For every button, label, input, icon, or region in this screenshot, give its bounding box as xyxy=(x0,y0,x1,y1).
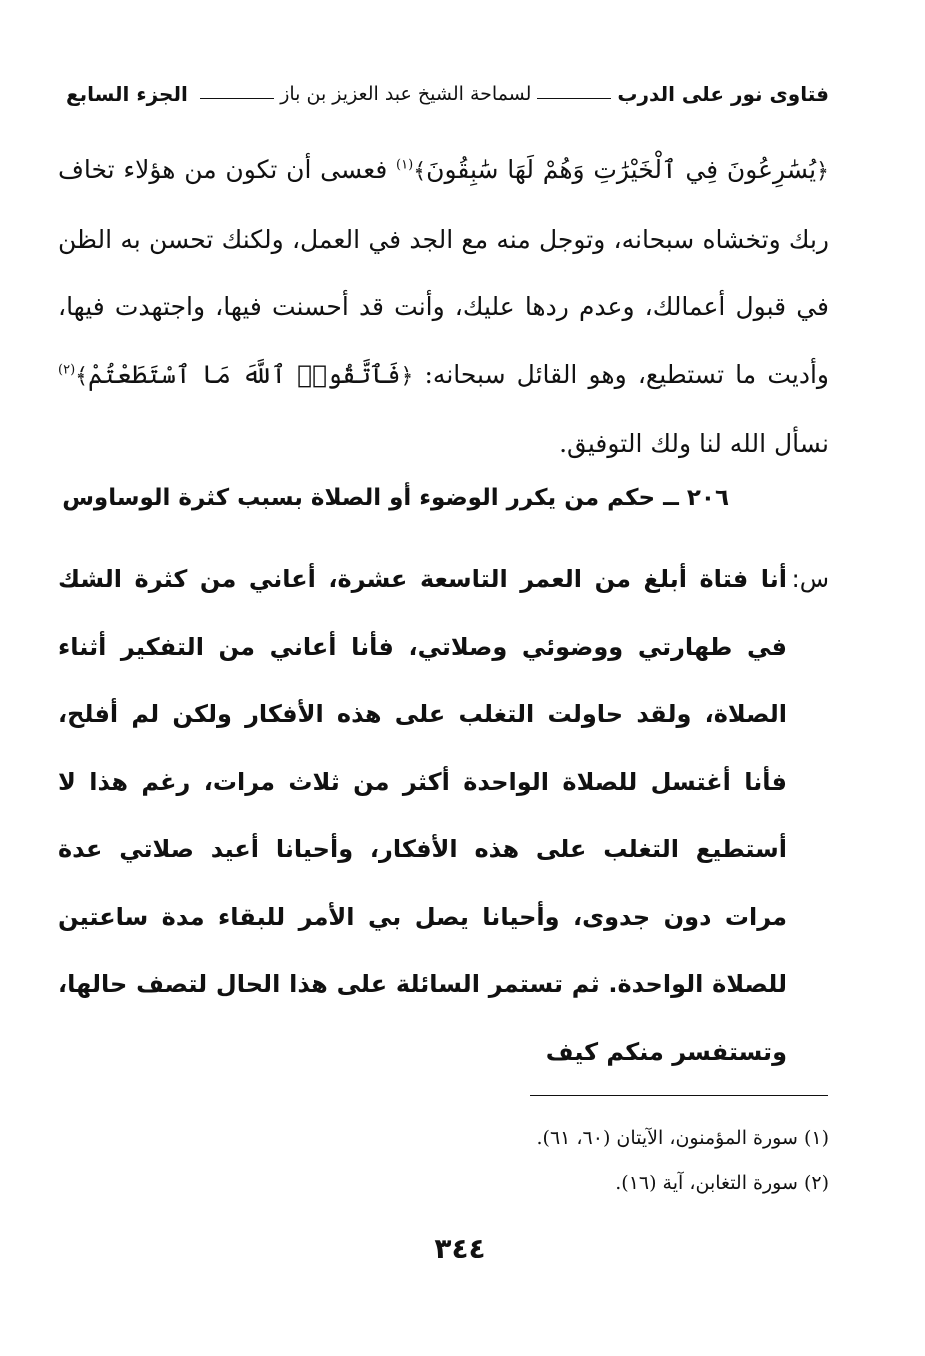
author-name: لسماحة الشيخ عبد العزيز بن باز xyxy=(280,83,532,105)
volume-label: الجزء السابع xyxy=(66,82,188,106)
quran-verse-1: يُسَٰرِعُونَ فِي ٱلْخَيْرَٰتِ وَهُمْ لَهَا سَٰبِقُونَ xyxy=(426,155,817,184)
quran-bracket-close-icon: ﴾ xyxy=(413,159,427,184)
question-prefix: س: xyxy=(791,565,829,593)
quran-bracket-open-icon: ﴿ xyxy=(816,159,829,184)
page-number: ٣٤٤ xyxy=(434,1232,486,1265)
question-text: أنا فتاة أبلغ من العمر التاسعة عشرة، أعاني من كثرة الشك في طهارتي ووضوئي وصلاتي، فأنا أعاني من التفكير أثناء الصلاة، ولقد حاولت التغلب على هذه الأفكار ولكن لم أفلح، فأنا أغتسل للصلاة الواحدة أكثر من ثلاث مرات، رغم هذا لا أستطيع التغلب على هذه الأفكار، وأحيانا أعيد صلاتي عدة مرات دون جدوى، وأحيانا يصل بي الأمر للبقاء مدة ساعتين للصلاة الواحدة. ثم تستمر السائلة على هذا الحال لتصف حالها، وتستفسر منكم كيف xyxy=(58,565,787,1066)
footnote-2: (٢) سورة التغابن، آية (١٦). xyxy=(615,1172,829,1194)
question-block xyxy=(58,546,829,1086)
book-title: فتاوى نور على الدرب xyxy=(617,82,829,106)
intro-text-2: نسأل الله لنا ولك التوفيق. xyxy=(559,429,829,458)
quran-bracket-close-icon: ﴾ xyxy=(75,363,89,389)
footnote-divider xyxy=(530,1095,828,1096)
header-dash xyxy=(537,98,611,99)
footnotes xyxy=(300,1116,829,1206)
intro-paragraph xyxy=(58,136,829,478)
intro-text-1: فعسى أن تكون من هؤلاء تخاف ربك وتخشاه سبحانه، وتوجل منه مع الجد في العمل، ولكنك تحسن به الظن في قبول أعمالك، وعدم ردها عليك، وأنت قد أحسنت فيها، واجتهدت فيها، وأديت ما تستطيع، وهو القائل سبحانه: xyxy=(58,155,829,389)
running-header xyxy=(66,76,829,112)
quran-bracket-open-icon: ﴿ xyxy=(400,363,414,389)
quran-verse-2: فَٱتَّقُوا۟ ٱللَّهَ مَا ٱسْتَطَعْتُمْ xyxy=(88,359,401,389)
section-heading: ٢٠٦ ــ حكم من يكرر الوضوء أو الصلاة بسبب كثرة الوساوس xyxy=(62,485,729,511)
footnote-ref-2: (٢) xyxy=(58,362,76,378)
footnote-1: (١) سورة المؤمنون، الآيتان (٦٠، ٦١). xyxy=(536,1127,829,1149)
footnote-ref-1: (١) xyxy=(396,157,414,173)
header-rule xyxy=(200,98,274,99)
